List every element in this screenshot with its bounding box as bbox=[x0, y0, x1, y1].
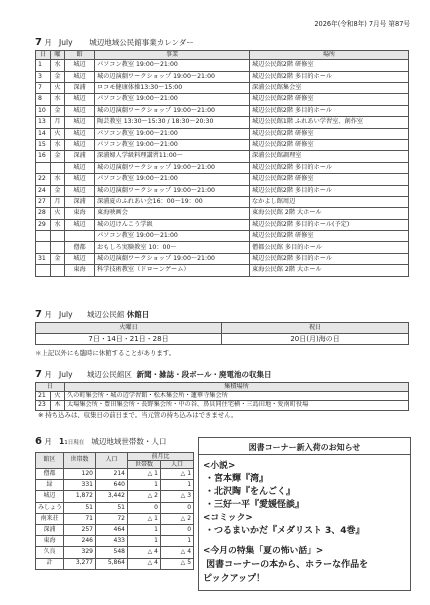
cal-place: 城辺公民館2階 研修室 bbox=[250, 128, 409, 139]
population-row bbox=[36, 558, 194, 569]
collection-row bbox=[36, 392, 409, 401]
collection-row-weekday: 木 bbox=[51, 401, 65, 410]
cal-place: 深浦公民館集会室 bbox=[250, 82, 409, 93]
calendar-title: 城辺地域公民館事業カレンダー bbox=[89, 38, 194, 47]
collection-row-day: 23 bbox=[36, 401, 51, 410]
cal-event: 城の辺けんこう学級 bbox=[95, 219, 250, 230]
cal-hall: 城辺 bbox=[65, 117, 95, 128]
pop-area: 城辺 bbox=[36, 491, 64, 502]
cal-place: 城辺公民館2階 研修室 bbox=[250, 174, 409, 185]
cal-day: 29 bbox=[36, 219, 51, 230]
closed-month: 7 bbox=[35, 309, 42, 320]
pop-population: 433 bbox=[96, 536, 128, 547]
pop-area: 東海 bbox=[36, 536, 64, 547]
novel-header: <小説> bbox=[203, 461, 236, 471]
pop-households: 3,277 bbox=[64, 558, 96, 569]
pop-prev-households: △ 4 bbox=[128, 558, 161, 569]
population-title: 城辺地域世帯数・人口 bbox=[91, 437, 167, 446]
comic-item: ・つるまいかだ『メダリスト 3、4巻』 bbox=[205, 526, 365, 536]
pop-households: 246 bbox=[64, 536, 96, 547]
feature-title: <今月の特集「夏の怖い話」> bbox=[203, 546, 324, 556]
collection-month-unit: 月 bbox=[44, 370, 52, 379]
pop-prev-households: △ 4 bbox=[128, 547, 161, 558]
cal-place: 城辺公民館2階 多目的ホール bbox=[250, 253, 409, 264]
pop-col-prev-households: 世帯数 bbox=[128, 461, 161, 469]
calendar-row bbox=[36, 208, 409, 219]
cal-place: 東海公民館 2階 大ホール bbox=[250, 208, 409, 219]
cal-weekday bbox=[51, 162, 65, 173]
cal-weekday: 火 bbox=[51, 82, 65, 93]
pop-households: 329 bbox=[64, 547, 96, 558]
pop-area: 僧都 bbox=[36, 469, 64, 480]
cal-place: 城辺公民館2階 多目的ホール bbox=[250, 162, 409, 173]
calendar-row bbox=[36, 128, 409, 139]
cal-weekday: 金 bbox=[51, 105, 65, 116]
col-event: 事業 bbox=[95, 51, 250, 60]
collection-title-bold: 新聞・雑誌・段ボール・廃電池の収集日 bbox=[136, 370, 272, 379]
population-row bbox=[36, 469, 194, 480]
books-title-divider bbox=[199, 454, 410, 455]
cal-weekday: 水 bbox=[51, 219, 65, 230]
cal-event: パソコン教室 19:00～21:00 bbox=[95, 139, 250, 150]
cal-place: 城辺公民館2階 研修室 bbox=[250, 231, 409, 242]
population-header bbox=[35, 436, 166, 447]
pop-population: 51 bbox=[96, 502, 128, 513]
cal-weekday bbox=[51, 231, 65, 242]
cal-hall: 深浦 bbox=[65, 151, 95, 162]
cal-place: 城辺公民館2階 多目的ホール(予定) bbox=[250, 219, 409, 230]
cal-day: 22 bbox=[36, 174, 51, 185]
cal-place: 城辺公民館2階 多目的ホール bbox=[250, 185, 409, 196]
cal-day: 1 bbox=[36, 60, 51, 71]
books-box bbox=[198, 437, 411, 591]
population-row bbox=[36, 524, 194, 535]
cal-weekday bbox=[51, 242, 65, 253]
cal-day: 16 bbox=[36, 151, 51, 162]
cal-hall bbox=[65, 231, 95, 242]
collection-row bbox=[36, 401, 409, 410]
closed-col1-header: 火曜日 bbox=[36, 323, 222, 334]
cal-weekday: 水 bbox=[51, 60, 65, 71]
cal-hall: 城辺 bbox=[65, 71, 95, 82]
pop-households: 51 bbox=[64, 502, 96, 513]
population-month: 6 bbox=[35, 436, 42, 447]
population-date-day: 1 bbox=[59, 437, 65, 446]
cal-place: 僧都公民館 多目的ホール bbox=[250, 242, 409, 253]
pop-households: 120 bbox=[64, 469, 96, 480]
pop-prev-households: △ 2 bbox=[128, 491, 161, 502]
cal-weekday: 水 bbox=[51, 174, 65, 185]
closed-month-en: July bbox=[59, 310, 73, 319]
calendar-row bbox=[36, 196, 409, 207]
calendar-row bbox=[36, 242, 409, 253]
calendar-row bbox=[36, 231, 409, 242]
cal-day bbox=[36, 265, 51, 276]
pop-households: 1,872 bbox=[64, 491, 96, 502]
pop-prev-population: △ 1 bbox=[161, 469, 194, 480]
population-row bbox=[36, 513, 194, 524]
collection-table bbox=[35, 382, 409, 411]
cal-day: 27 bbox=[36, 196, 51, 207]
col-hall: 館 bbox=[65, 51, 95, 60]
pop-prev-population: 1 bbox=[161, 480, 194, 491]
cal-weekday bbox=[51, 265, 65, 276]
books-title: 図書コーナー新入荷のお知らせ bbox=[248, 443, 361, 452]
cal-hall: 深浦 bbox=[65, 82, 95, 93]
collection-month-en: July bbox=[59, 370, 73, 379]
pop-area: 久良 bbox=[36, 547, 64, 558]
closed-col2-value: 20日(月)海の日 bbox=[222, 334, 409, 345]
col-day: 日 bbox=[36, 51, 51, 60]
pop-prev-population: 1 bbox=[161, 536, 194, 547]
cal-place: 城辺公民館2階 多目的ホール bbox=[250, 71, 409, 82]
pop-households: 257 bbox=[64, 524, 96, 535]
cal-weekday: 金 bbox=[51, 253, 65, 264]
closed-title: 城辺公民館 bbox=[86, 310, 125, 319]
pop-population: 640 bbox=[96, 480, 128, 491]
calendar-row bbox=[36, 82, 409, 93]
cal-day bbox=[36, 242, 51, 253]
novel-item: ・北沢陶『をんごく』 bbox=[205, 487, 296, 497]
issue-number: 2026年(令和8年) 7月号 第87号 bbox=[314, 20, 410, 28]
calendar-header-row bbox=[36, 51, 409, 60]
calendar-month-en: July bbox=[59, 38, 73, 47]
pop-prev-population: △ 5 bbox=[161, 558, 194, 569]
cal-place: 城辺公民館2階 研修室 bbox=[250, 139, 409, 150]
cal-event: 深浦婦人学級料理講習11:00～ bbox=[95, 151, 250, 162]
pop-area: 南来荘 bbox=[36, 513, 64, 524]
cal-place: 城辺公民館2階 研修室 bbox=[250, 94, 409, 105]
feature-text: ピックアップ！ bbox=[203, 574, 266, 584]
closed-header bbox=[35, 309, 149, 320]
collection-row-place: 久の町集会所・城の辺学習館・松木集会所・蓮華寺集会所 bbox=[65, 392, 409, 401]
pop-col-households: 世帯数 bbox=[64, 453, 96, 469]
cal-weekday: 金 bbox=[51, 151, 65, 162]
pop-households: 331 bbox=[64, 480, 96, 491]
novel-item: ・三好一平『愛媛怪談』 bbox=[205, 500, 305, 510]
pop-prev-population: △ 2 bbox=[161, 513, 194, 524]
pop-prev-population: 0 bbox=[161, 502, 194, 513]
cal-place: 深浦公民館調理室 bbox=[250, 151, 409, 162]
closed-note: ＊上記以外にも臨時に休館することがあります。 bbox=[35, 349, 176, 357]
cal-hall: 城辺 bbox=[65, 94, 95, 105]
pop-population: 5,864 bbox=[96, 558, 128, 569]
population-row bbox=[36, 536, 194, 547]
cal-hall: 城辺 bbox=[65, 174, 95, 185]
cal-hall: 東海 bbox=[65, 265, 95, 276]
cal-hall: 城辺 bbox=[65, 219, 95, 230]
cal-event: パソコン教室 19:00～21:00 bbox=[95, 231, 250, 242]
pop-prev-population: △ 4 bbox=[161, 547, 194, 558]
closed-month-unit: 月 bbox=[44, 310, 52, 319]
population-row bbox=[36, 502, 194, 513]
cal-day: 10 bbox=[36, 105, 51, 116]
cal-event: ロコモ健康体操13:30～15:00 bbox=[95, 82, 250, 93]
calendar-row bbox=[36, 253, 409, 264]
collection-header bbox=[35, 369, 271, 380]
cal-place: 城辺公民館2階 多目的ホール bbox=[250, 105, 409, 116]
population-row bbox=[36, 547, 194, 558]
cal-event: 東海映画会 bbox=[95, 208, 250, 219]
calendar-row bbox=[36, 139, 409, 150]
cal-event: 深浦夏のふれあい会16：00～19：00 bbox=[95, 196, 250, 207]
pop-population: 3,442 bbox=[96, 491, 128, 502]
pop-prev-households: 0 bbox=[128, 502, 161, 513]
calendar-row bbox=[36, 265, 409, 276]
cal-place: 城辺公民館1階 ふれあい学習室、創作室 bbox=[250, 117, 409, 128]
cal-hall: 城辺 bbox=[65, 253, 95, 264]
collection-note: ※ 持ち込みは、収集日の前日まで。当元管の持ち込みはできません。 bbox=[38, 411, 238, 419]
cal-day: 15 bbox=[36, 139, 51, 150]
cal-day: 7 bbox=[36, 82, 51, 93]
cal-event: パソコン教室 19:00～21:00 bbox=[95, 94, 250, 105]
pop-population: 464 bbox=[96, 524, 128, 535]
calendar-row bbox=[36, 219, 409, 230]
closed-title-bold: 休館日 bbox=[126, 310, 150, 319]
closed-col1-value: 7日・14日・21日・28日 bbox=[36, 334, 222, 345]
pop-prev-households: △ 1 bbox=[128, 469, 161, 480]
cal-event: 城の辺演劇ワークショップ 19:00～21:00 bbox=[95, 105, 250, 116]
calendar-header bbox=[35, 37, 194, 48]
calendar-row bbox=[36, 105, 409, 116]
calendar-table bbox=[35, 50, 409, 277]
calendar-row bbox=[36, 71, 409, 82]
calendar-month: 7 bbox=[35, 37, 42, 48]
cal-event: 城の辺演劇ワークショップ 19:00～21:00 bbox=[95, 253, 250, 264]
population-date-label: 1日現在 bbox=[64, 440, 85, 446]
calendar-month-unit: 月 bbox=[44, 38, 52, 47]
population-month-unit: 月 bbox=[44, 437, 52, 446]
cal-hall: 城辺 bbox=[65, 162, 95, 173]
cal-event: パソコン教室 19:00～21:00 bbox=[95, 60, 250, 71]
collection-row-place: 太場集会所・豊田集会所・長野集会所・中の谷、鼻貝同住宅横・三島田地・愛南町役場 bbox=[65, 401, 409, 410]
cal-day: 8 bbox=[36, 94, 51, 105]
cal-place: なかよし館周辺 bbox=[250, 196, 409, 207]
pop-area: 緑 bbox=[36, 480, 64, 491]
population-row bbox=[36, 491, 194, 502]
cal-weekday: 火 bbox=[51, 128, 65, 139]
feature-text: 図書コーナーの本から、ホラーな作品を bbox=[203, 560, 369, 570]
col-place: 場所 bbox=[250, 51, 409, 60]
cal-hall: 城辺 bbox=[65, 139, 95, 150]
pop-area: 計 bbox=[36, 558, 64, 569]
closed-table bbox=[35, 322, 409, 345]
calendar-row bbox=[36, 117, 409, 128]
cal-day: 14 bbox=[36, 128, 51, 139]
collection-col-day: 日 bbox=[36, 383, 65, 392]
cal-weekday: 水 bbox=[51, 94, 65, 105]
cal-day: 13 bbox=[36, 117, 51, 128]
cal-hall: 城辺 bbox=[65, 60, 95, 71]
pop-prev-households: 1 bbox=[128, 536, 161, 547]
pop-prev-population: △ 3 bbox=[161, 491, 194, 502]
pop-prev-households: △ 1 bbox=[128, 513, 161, 524]
collection-month: 7 bbox=[35, 369, 42, 380]
cal-weekday: 金 bbox=[51, 185, 65, 196]
pop-col-area: 館区 bbox=[36, 453, 64, 469]
cal-weekday: 月 bbox=[51, 196, 65, 207]
comic-header: <コミック> bbox=[203, 513, 253, 523]
cal-day bbox=[36, 162, 51, 173]
pop-col-population: 人口 bbox=[96, 453, 128, 469]
collection-row-day: 21 bbox=[36, 392, 51, 401]
collection-col-place: 集積場所 bbox=[65, 383, 409, 392]
calendar-row bbox=[36, 60, 409, 71]
cal-event: パソコン教室 19:00～21:00 bbox=[95, 174, 250, 185]
pop-area: 深浦 bbox=[36, 524, 64, 535]
closed-col2-header: 祝日 bbox=[222, 323, 409, 334]
cal-event: 科学技術教室（ドローンゲーム） bbox=[95, 265, 250, 276]
cal-hall: 城辺 bbox=[65, 105, 95, 116]
cal-place: 城辺公民館2階 研修室 bbox=[250, 60, 409, 71]
cal-hall: 城辺 bbox=[65, 185, 95, 196]
cal-hall: 城辺 bbox=[65, 128, 95, 139]
calendar-row bbox=[36, 174, 409, 185]
cal-weekday: 金 bbox=[51, 71, 65, 82]
cal-weekday: 火 bbox=[51, 208, 65, 219]
calendar-row bbox=[36, 151, 409, 162]
pop-prev-households: 1 bbox=[128, 480, 161, 491]
pop-population: 214 bbox=[96, 469, 128, 480]
col-weekday: 曜 bbox=[51, 51, 65, 60]
pop-prev-population: 0 bbox=[161, 524, 194, 535]
cal-day: 28 bbox=[36, 208, 51, 219]
cal-event: パソコン教室 19:00～21:00 bbox=[95, 128, 250, 139]
pop-col-prev-month: 前月比 bbox=[128, 453, 194, 461]
cal-hall: 深浦 bbox=[65, 196, 95, 207]
cal-day bbox=[36, 231, 51, 242]
cal-event: おもしろ実験教室 10：00～ bbox=[95, 242, 250, 253]
cal-event: 城の辺演劇ワークショップ 19:00～21:00 bbox=[95, 71, 250, 82]
collection-row-weekday: 火 bbox=[51, 392, 65, 401]
collection-title: 城辺公民館区 bbox=[86, 370, 132, 379]
cal-hall: 東海 bbox=[65, 208, 95, 219]
cal-event: 城の辺演劇ワークショップ 19:00～21:00 bbox=[95, 185, 250, 196]
calendar-row bbox=[36, 94, 409, 105]
cal-day: 31 bbox=[36, 253, 51, 264]
pop-households: 71 bbox=[64, 513, 96, 524]
pop-population: 548 bbox=[96, 547, 128, 558]
cal-place: 東海公民館 2階 大ホール bbox=[250, 265, 409, 276]
pop-population: 72 bbox=[96, 513, 128, 524]
cal-day: 24 bbox=[36, 185, 51, 196]
novel-item: ・宮本輝『湾』 bbox=[205, 474, 269, 484]
population-table bbox=[35, 452, 194, 570]
pop-prev-households: 1 bbox=[128, 524, 161, 535]
calendar-row bbox=[36, 185, 409, 196]
cal-weekday: 水 bbox=[51, 139, 65, 150]
pop-area: みしょう bbox=[36, 502, 64, 513]
cal-day: 3 bbox=[36, 71, 51, 82]
cal-hall: 僧都 bbox=[65, 242, 95, 253]
pop-col-prev-population: 人口 bbox=[161, 461, 194, 469]
calendar-row bbox=[36, 162, 409, 173]
cal-event: 陶芸教室 13:30～15:30 / 18:30～20:30 bbox=[95, 117, 250, 128]
cal-weekday: 月 bbox=[51, 117, 65, 128]
population-row bbox=[36, 480, 194, 491]
cal-event: 城の辺演劇ワークショップ 19:00～21:00 bbox=[95, 162, 250, 173]
